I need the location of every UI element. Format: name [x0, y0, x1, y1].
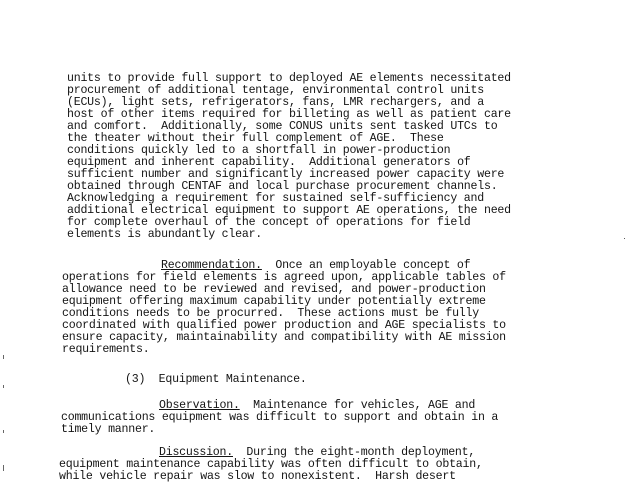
text-line: elements is abundantly clear.: [67, 228, 263, 241]
text-line: while vehicle repair was slow to nonexistent. Harsh desert: [59, 470, 456, 483]
discussion-heading: Discussion.: [159, 446, 233, 459]
text-line: obtained through CENTAF and local purchase procurement channels.: [67, 180, 498, 193]
text-line: Acknowledging a requirement for sustained self-sufficiency and: [67, 192, 484, 205]
text-line: allowance need to be reviewed and revised, and power-production: [62, 283, 486, 296]
scan-artifact: [3, 465, 4, 471]
observation-heading: Observation.: [159, 399, 240, 412]
scan-speck: [624, 238, 625, 239]
text-line: the theater without their full complement of AGE. These: [67, 132, 444, 145]
text-line: host of other items required for billeting as well as patient care: [67, 108, 511, 121]
text-fragment: Maintenance for vehicles, AGE and: [239, 399, 476, 412]
scan-artifact: [3, 385, 4, 388]
text-line: for complete overhaul of the concept of operations for field: [67, 216, 471, 229]
section-title: Equipment Maintenance.: [158, 373, 307, 386]
text-line: conditions needs to be procurred. These actions must be fully: [62, 307, 479, 320]
text-line: operations for field elements is agreed upon, applicable tables of: [62, 271, 506, 284]
text-line: (ECUs), light sets, refrigerators, fans, LMR rechargers, and a: [67, 96, 484, 109]
scan-artifact: [3, 355, 4, 359]
text-line: communications equipment was difficult to support and obtain in a: [61, 411, 499, 424]
text-line: equipment maintenance capability was often difficult to obtain,: [59, 458, 483, 471]
text-line: equipment offering maximum capability under potentially extreme: [62, 295, 486, 308]
section-number: (3): [125, 373, 146, 386]
text-fragment: Once an employable concept of: [261, 259, 471, 272]
text-line: ensure capacity, maintainability and compatibility with AE mission: [62, 331, 506, 344]
recommendation-heading: Recommendation.: [161, 259, 262, 272]
text-line: conditions quickly led to a shortfall in power-production: [67, 144, 451, 157]
scan-artifact: [3, 430, 4, 433]
text-line: coordinated with qualified power production and AGE specialists to: [62, 319, 506, 332]
text-line: and comfort. Additionally, some CONUS units sent tasked UTCs to: [67, 120, 498, 133]
text-line: requirements.: [62, 343, 150, 356]
text-line: additional electrical equipment to support AE operations, the need: [67, 204, 511, 217]
text-fragment: During the eight-month deployment,: [232, 446, 476, 459]
text-line: sufficient number and significantly increased power capacity were: [67, 168, 505, 181]
text-line: timely manner.: [61, 423, 156, 436]
section-heading: [125, 374, 307, 386]
text-line: equipment and inherent capability. Additional generators of: [67, 156, 471, 169]
text-line: procurement of additional tentage, environmental control units: [67, 84, 484, 97]
text-line: units to provide full support to deployed AE elements necessitated: [67, 72, 511, 85]
